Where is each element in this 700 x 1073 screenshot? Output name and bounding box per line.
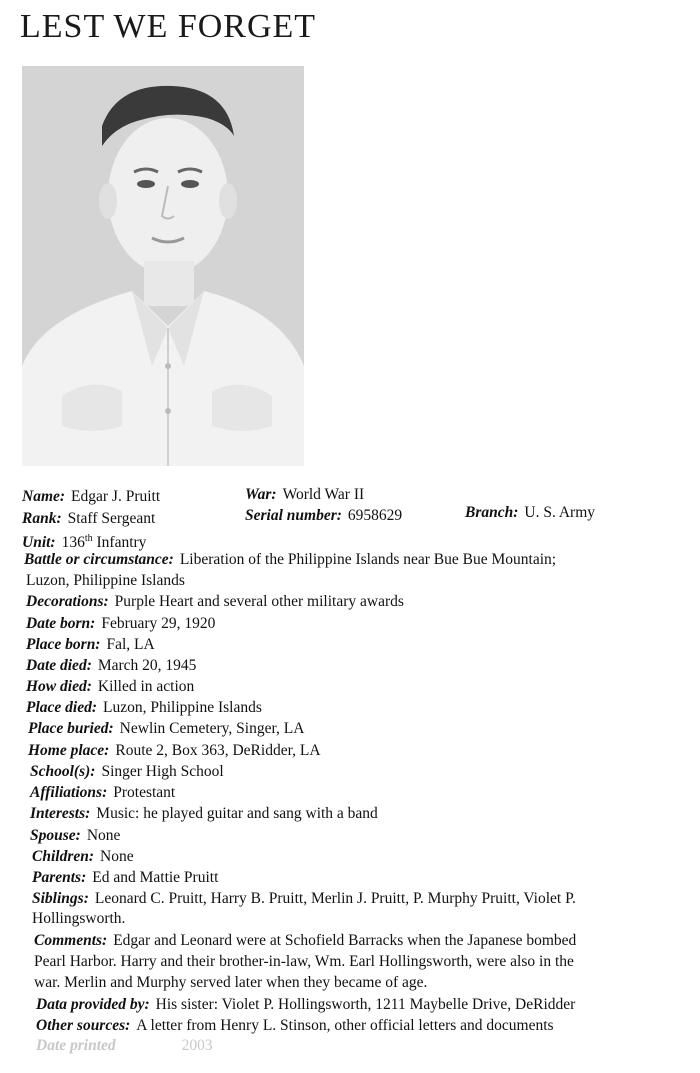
branch-label: Branch: — [465, 504, 519, 521]
field-battle — [24, 550, 556, 570]
schools-value: Singer High School — [101, 763, 224, 780]
date-born-value: February 29, 1920 — [101, 615, 216, 632]
siblings-value: Leonard C. Pruitt, Harry B. Pruitt, Merlin J. Pruitt, P. Murphy Pruitt, Violet P. — [94, 890, 576, 907]
interests-value: Music: he played guitar and sang with a band — [96, 805, 378, 822]
field-branch — [465, 503, 595, 523]
children-label: Children: — [32, 848, 95, 865]
field-war — [245, 485, 364, 505]
data-provided-value: His sister: Violet P. Hollingsworth, 1211 Maybelle Drive, DeRidder — [155, 996, 576, 1013]
battle-label: Battle or circumstance: — [24, 551, 174, 568]
interests-label: Interests: — [30, 805, 91, 822]
decorations-label: Decorations: — [26, 593, 109, 610]
date-born-label: Date born: — [26, 615, 96, 632]
decorations-value: Purple Heart and several other military awards — [114, 593, 404, 610]
serial-value: 6958629 — [347, 507, 403, 524]
field-rank — [22, 509, 155, 529]
field-date-born — [26, 614, 215, 634]
field-children — [32, 847, 134, 867]
field-name — [22, 487, 160, 507]
field-comments — [34, 931, 576, 951]
field-other-sources — [36, 1016, 554, 1036]
field-schools — [30, 762, 224, 782]
page-title: LEST WE FORGET — [20, 8, 317, 45]
portrait-image — [22, 66, 304, 466]
unit-value-suffix: th — [84, 533, 93, 544]
home-place-label: Home place: — [28, 742, 110, 759]
other-sources-label: Other sources: — [36, 1017, 131, 1034]
portrait-photo — [22, 66, 304, 466]
home-place-value: Route 2, Box 363, DeRidder, LA — [115, 742, 321, 759]
place-buried-label: Place buried: — [28, 720, 114, 737]
field-date-printed — [36, 1036, 213, 1056]
siblings-value-line2: Hollingsworth. — [32, 910, 126, 927]
field-decorations — [26, 592, 404, 612]
field-place-buried — [28, 719, 304, 739]
field-parents — [32, 868, 218, 888]
name-label: Name: — [22, 488, 66, 505]
date-printed-label: Date printed — [36, 1037, 116, 1054]
children-value: None — [100, 848, 134, 865]
battle-value-line2: Luzon, Philippine Islands — [26, 572, 185, 589]
war-value: World War II — [282, 486, 365, 503]
siblings-label: Siblings: — [32, 890, 89, 907]
war-label: War: — [245, 486, 277, 503]
field-interests — [30, 804, 378, 824]
parents-value: Ed and Mattie Pruitt — [92, 869, 219, 886]
unit-value-rest: Infantry — [92, 534, 147, 552]
field-home-place — [28, 741, 321, 761]
parents-label: Parents: — [32, 869, 87, 886]
place-born-value: Fal, LA — [106, 636, 155, 653]
how-died-label: How died: — [26, 678, 92, 695]
unit-label: Unit: — [22, 534, 56, 552]
place-died-label: Place died: — [26, 699, 98, 716]
field-data-provided-by — [36, 995, 575, 1015]
comments-value: Edgar and Leonard were at Schofield Barracks when the Japanese bombed — [113, 932, 577, 949]
field-siblings — [32, 889, 576, 909]
field-place-died — [26, 698, 262, 718]
date-printed-value: 2003 — [181, 1037, 213, 1054]
comments-value-line2: Pearl Harbor. Harry and their brother-in-law, Wm. Earl Hollingsworth, were also in the — [34, 953, 574, 970]
date-died-label: Date died: — [26, 657, 92, 674]
field-affiliations — [30, 783, 175, 803]
field-date-died — [26, 656, 196, 676]
field-serial-number — [245, 506, 402, 526]
spouse-value: None — [86, 827, 121, 844]
comments-value-line3: war. Merlin and Murphy served later when they became of age. — [34, 974, 428, 991]
spouse-label: Spouse: — [30, 827, 81, 844]
how-died-value: Killed in action — [97, 678, 195, 695]
rank-label: Rank: — [22, 510, 62, 527]
field-spouse — [30, 826, 120, 846]
name-value: Edgar J. Pruitt — [71, 488, 161, 505]
rank-value: Staff Sergeant — [67, 510, 156, 527]
comments-label: Comments: — [34, 932, 108, 949]
data-provided-label: Data provided by: — [36, 996, 150, 1013]
branch-value: U. S. Army — [524, 504, 596, 521]
affiliations-value: Protestant — [113, 784, 176, 801]
place-born-label: Place born: — [26, 636, 101, 653]
battle-value: Liberation of the Philippine Islands near Bue Bue Mountain; — [179, 551, 557, 568]
place-buried-value: Newlin Cemetery, Singer, LA — [119, 720, 305, 737]
other-sources-value: A letter from Henry L. Stinson, other official letters and documents — [136, 1017, 554, 1034]
unit-value-number: 136 — [61, 534, 85, 552]
schools-label: School(s): — [30, 763, 96, 780]
serial-label: Serial number: — [245, 507, 342, 524]
affiliations-label: Affiliations: — [30, 784, 108, 801]
place-died-value: Luzon, Philippine Islands — [103, 699, 262, 716]
date-died-value: March 20, 1945 — [97, 657, 197, 674]
field-place-born — [26, 635, 155, 655]
field-how-died — [26, 677, 194, 697]
